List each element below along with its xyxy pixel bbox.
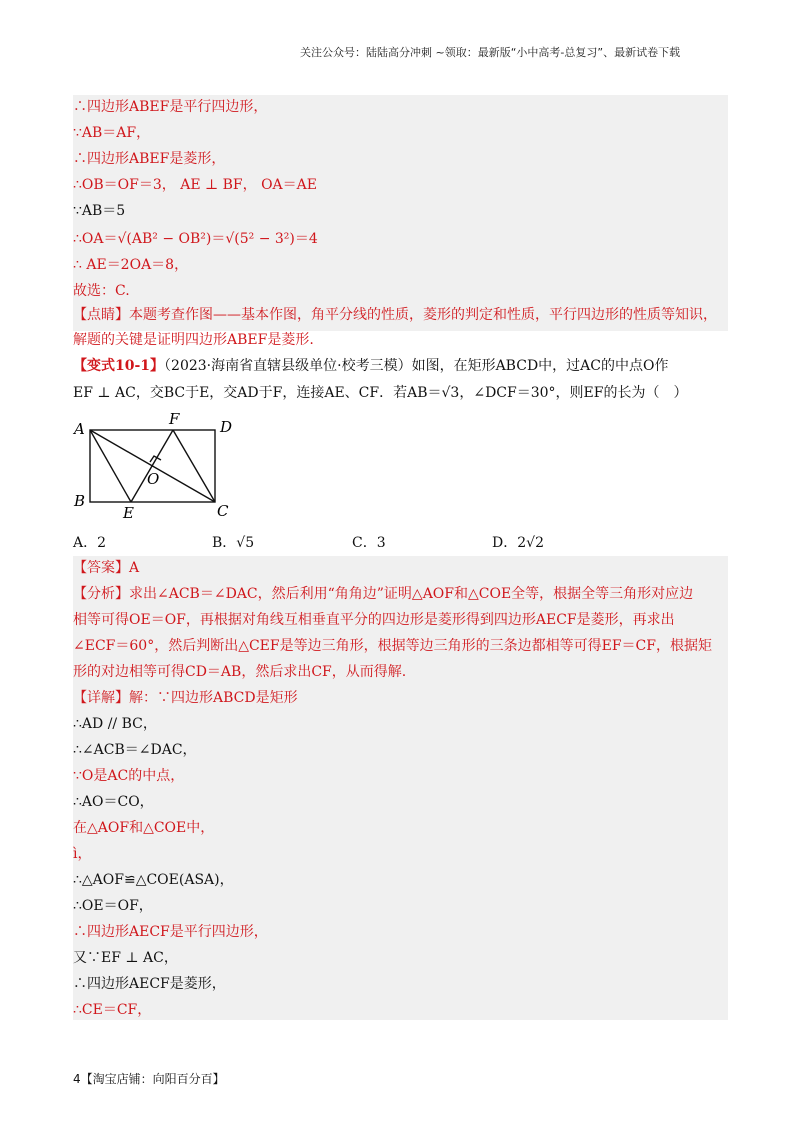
detail-line: 【详解】解：∵四边形ABCD是矩形 — [73, 690, 298, 706]
detail-line: ì， — [73, 846, 92, 862]
page-footer: 4【淘宝店铺：向阳百分百】 — [73, 1072, 225, 1086]
analysis-line: 【分析】求出∠ACB＝∠DAC，然后利用“角角边”证明△AOF和△COE全等，根据全等三角形对应边 — [73, 586, 694, 602]
option-letter: A． — [73, 535, 98, 551]
solution-line: ∵AB＝AF， — [73, 125, 151, 141]
option-value: 2 — [97, 535, 107, 551]
segment-ef — [131, 430, 173, 502]
detail-line: 又∵EF ⊥ AC， — [73, 950, 178, 966]
option-value: √5 — [236, 535, 255, 551]
page-header: 关注公众号：陆陆高分冲刺 ~领取：最新版“小中高考-总复习”、最新试卷下载 — [300, 46, 681, 59]
label-b: B — [74, 492, 86, 510]
label-e: E — [123, 504, 134, 522]
label-a: A — [74, 420, 85, 438]
label-o: O — [147, 470, 160, 488]
rectangle-figure — [70, 412, 250, 522]
option-b — [212, 532, 254, 552]
solution-line: ∵AB＝5 — [73, 203, 126, 219]
question-tag: 【变式10-1】 — [73, 358, 165, 374]
segment-cf — [173, 430, 215, 502]
answer-block — [73, 556, 728, 1020]
solution-line: ∴四边形ABEF是菱形， — [73, 151, 226, 167]
solution-line: ∴OA＝√(AB² − OB²)＝√(5² − 3²)＝4 — [73, 231, 318, 247]
detail-line: ∴∠ACB＝∠DAC， — [73, 742, 197, 758]
option-c — [352, 532, 386, 552]
question-line-2: EF ⊥ AC，交BC于E，交AD于F，连接AE、CF．若AB＝√3，∠DCF＝30°，则EF的长为（ ） — [73, 385, 688, 401]
detail-line: ∴OE＝OF， — [73, 898, 153, 914]
remark-line: 解题的关键是证明四边形ABEF是菱形. — [73, 332, 314, 348]
solution-line: ∴四边形ABEF是平行四边形， — [73, 99, 268, 115]
option-letter: B． — [212, 535, 237, 551]
detail-line: 在△AOF和△COE中， — [73, 820, 215, 836]
segment-ae — [90, 430, 131, 502]
option-a — [73, 532, 106, 552]
solution-line: ∴OB＝OF＝3， AE ⊥ BF， OA＝AE — [73, 177, 317, 193]
analysis-line: 形的对边相等可得CD＝AB，然后求出CF，从而得解. — [73, 664, 407, 680]
detail-line: ∴AD // BC， — [73, 716, 157, 732]
detail-line: ∴CE＝CF， — [73, 1002, 152, 1018]
analysis-line: 相等可得OE＝OF，再根据对角线互相垂直平分的四边形是菱形得到四边形AECF是菱形，再求出 — [73, 612, 675, 628]
label-d: D — [220, 418, 233, 436]
option-value: 2√2 — [517, 535, 544, 551]
detail-line: ∴AO＝CO， — [73, 794, 154, 810]
analysis-line: ∠ECF＝60°，然后判断出△CEF是等边三角形，根据等边三角形的三条边都相等可得EF＝CF，根据矩 — [73, 638, 712, 654]
solution-line: ∴ AE＝2OA＝8， — [73, 257, 189, 273]
option-letter: C． — [352, 535, 377, 551]
detail-line: ∴△AOF≌△COE(ASA)， — [73, 872, 234, 888]
label-c: C — [217, 502, 229, 520]
option-value: 3 — [376, 535, 386, 551]
question-text-1: （2023·海南省直辖县级单位·校考三模）如图，在矩形ABCD中，过AC的中点O作 — [164, 358, 669, 374]
remark-line: 【点睛】本题考查作图——基本作图，角平分线的性质，菱形的判定和性质，平行四边形的性质等知识， — [73, 307, 717, 323]
option-letter: D． — [492, 535, 518, 551]
solution-line: 故选：C. — [73, 283, 130, 299]
detail-line: ∵O是AC的中点， — [73, 768, 185, 784]
option-d — [492, 532, 544, 552]
solution-top-block — [73, 95, 728, 331]
detail-line: ∴四边形AECF是平行四边形， — [73, 924, 268, 940]
solution-top-block-cont — [73, 331, 728, 353]
label-f: F — [169, 412, 180, 428]
detail-line: ∴四边形AECF是菱形， — [73, 976, 226, 992]
answer-line: 【答案】A — [73, 560, 140, 576]
question-line-1 — [73, 357, 668, 375]
